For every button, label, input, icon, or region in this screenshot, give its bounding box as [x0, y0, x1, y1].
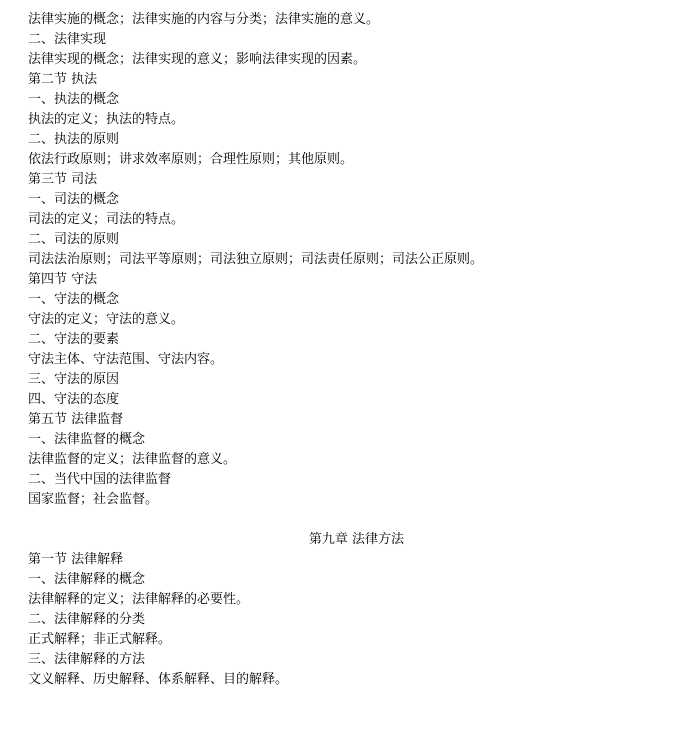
subsection-heading: 一、执法的概念 [28, 92, 120, 107]
chapter-nine-section [28, 550, 688, 690]
chapter-eight-section [28, 10, 688, 510]
document-body [28, 10, 688, 690]
subsection-heading: 四、守法的态度 [28, 392, 120, 407]
subsection-heading: 二、守法的要素 [28, 332, 120, 347]
text-line: 法律监督的定义；法律监督的意义。 [28, 452, 237, 467]
text-line: 法律实施的概念；法律实施的内容与分类；法律实施的意义。 [28, 12, 380, 27]
subsection-heading: 二、法律实现 [28, 32, 107, 47]
section-heading: 第四节 守法 [28, 272, 98, 287]
text-line: 法律解释的定义；法律解释的必要性。 [28, 592, 250, 607]
subsection-heading: 一、司法的概念 [28, 192, 120, 207]
section-heading: 第一节 法律解释 [28, 552, 124, 567]
text-line: 文义解释、历史解释、体系解释、目的解释。 [28, 672, 289, 687]
text-line: 司法法治原则；司法平等原则；司法独立原则；司法责任原则；司法公正原则。 [28, 252, 484, 267]
section-heading: 第三节 司法 [28, 172, 98, 187]
subsection-heading: 二、法律解释的分类 [28, 612, 146, 627]
subsection-heading: 一、法律监督的概念 [28, 432, 146, 447]
text-line: 正式解释；非正式解释。 [28, 632, 172, 647]
text-line: 守法的定义；守法的意义。 [28, 312, 185, 327]
blank-line [28, 510, 688, 530]
subsection-heading: 二、执法的原则 [28, 132, 120, 147]
text-line: 国家监督；社会监督。 [28, 492, 159, 507]
text-line: 依法行政原则；讲求效率原则；合理性原则；其他原则。 [28, 152, 354, 167]
subsection-heading: 二、司法的原则 [28, 232, 120, 247]
subsection-heading: 三、守法的原因 [28, 372, 120, 387]
subsection-heading: 二、当代中国的法律监督 [28, 472, 172, 487]
text-line: 法律实现的概念；法律实现的意义；影响法律实现的因素。 [28, 52, 367, 67]
chapter-title: 第九章 法律方法 [308, 532, 405, 547]
section-heading: 第五节 法律监督 [28, 412, 124, 427]
text-line: 执法的定义；执法的特点。 [28, 112, 185, 127]
subsection-heading: 一、守法的概念 [28, 292, 120, 307]
subsection-heading: 一、法律解释的概念 [28, 572, 146, 587]
text-line: 守法主体、守法范围、守法内容。 [28, 352, 224, 367]
text-line: 司法的定义；司法的特点。 [28, 212, 185, 227]
subsection-heading: 三、法律解释的方法 [28, 652, 146, 667]
section-heading: 第二节 执法 [28, 72, 98, 87]
